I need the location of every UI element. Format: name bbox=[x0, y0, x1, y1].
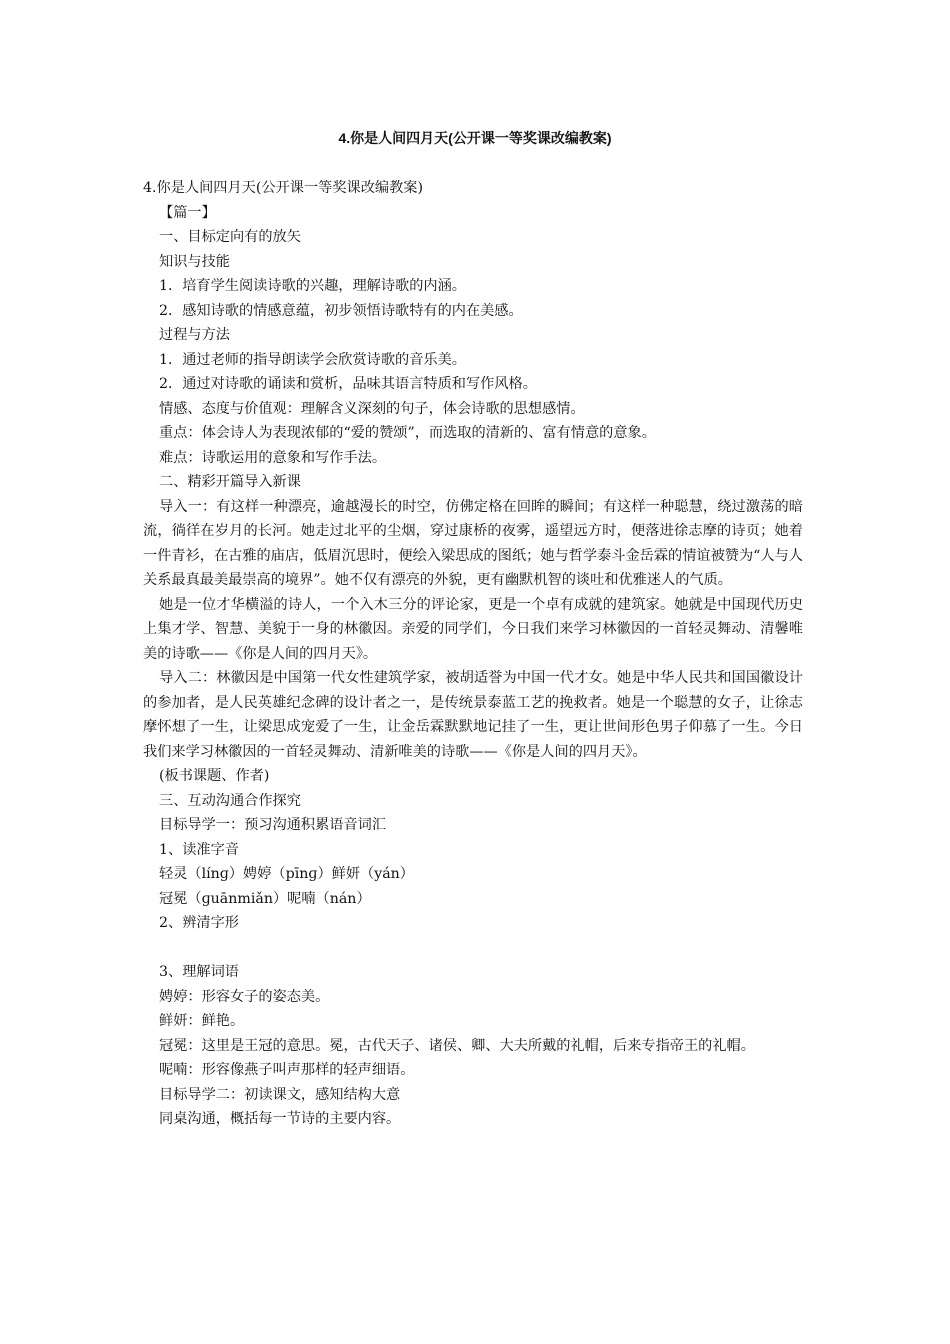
paragraph: 1．通过老师的指导朗读学会欣赏诗歌的音乐美。 bbox=[159, 351, 466, 368]
paragraph: 目标导学二：初读课文，感知结构大意 bbox=[159, 1086, 401, 1103]
paragraph: 1、读准字音 bbox=[159, 841, 239, 858]
paragraph: 4.你是人间四月天(公开课一等奖课改编教案) bbox=[143, 180, 423, 196]
paragraph: 情感、态度与价值观：理解含义深刻的句子，体会诗歌的思想感情。 bbox=[159, 400, 585, 417]
paragraph: 轻灵（línɡ）娉婷（pīnɡ）鲜妍（yán） bbox=[159, 866, 414, 882]
paragraph: 冠冕（ɡuānmiǎn）呢喃（nán） bbox=[159, 890, 371, 907]
paragraph: 【篇一】 bbox=[159, 204, 216, 221]
paragraph: 她是一位才华横溢的诗人，一个入木三分的评论家，更是一个卓有成就的建筑家。她就是中国现代历史上集才学、智慧、美貌于一身的林徽因。亲爱的同学们，今日我们来学习林徽因的一首轻灵舞动、清馨唯美的诗歌——《你是人间的四月天》。 bbox=[143, 596, 803, 662]
paragraph bbox=[143, 936, 803, 961]
paragraph: 导入一：有这样一种漂亮，逾越漫长的时空，仿佛定格在回眸的瞬间；有这样一种聪慧，绕过激荡的暗流，徜徉在岁月的长河。她走过北平的尘烟，穿过康桥的夜雾，遥望远方时，便落进徐志摩的诗页；她着一件青衫，在古雅的庙店，低眉沉思时，便绘入梁思成的图纸；她与哲学泰斗金岳霖的情谊被赞为“人与人关系最真最美最崇高的境界”。她不仅有漂亮的外貌，更有幽默机智的谈吐和优雅迷人的气质。 bbox=[143, 498, 803, 588]
paragraph: 重点：体会诗人为表现浓郁的“爱的赞颂”，而选取的清新的、富有情意的意象。 bbox=[159, 425, 656, 441]
paragraph: 娉婷：形容女子的姿态美。 bbox=[159, 988, 330, 1005]
paragraph: 冠冕：这里是王冠的意思。冕，古代天子、诸侯、卿、大夫所戴的礼帽，后来专指帝王的礼帽。 bbox=[159, 1037, 755, 1054]
document-body bbox=[143, 176, 803, 1132]
paragraph: 三、互动沟通合作探究 bbox=[159, 792, 301, 809]
paragraph: 二、精彩开篇导入新课 bbox=[159, 474, 301, 490]
paragraph: 2．通过对诗歌的诵读和赏析，品味其语言特质和写作风格。 bbox=[159, 376, 537, 392]
paragraph: 目标导学一：预习沟通积累语音词汇 bbox=[159, 817, 387, 833]
paragraph: 同桌沟通，概括每一节诗的主要内容。 bbox=[159, 1111, 401, 1127]
paragraph: 过程与方法 bbox=[159, 327, 230, 343]
paragraph: 一、目标定向有的放矢 bbox=[159, 229, 301, 245]
paragraph: 1．培育学生阅读诗歌的兴趣，理解诗歌的内涵。 bbox=[159, 278, 466, 294]
paragraph: 导入二：林徽因是中国第一代女性建筑学家，被胡适誉为中国一代才女。她是中华人民共和国国徽设计的参加者，是人民英雄纪念碑的设计者之一，是传统景泰蓝工艺的挽救者。她是一个聪慧的女子，让徐志摩怀想了一生，让梁思成宠爱了一生，让金岳霖默默地记挂了一生，更让世间形色男子仰慕了一生。今日我们来学习林徽因的一首轻灵舞动、清新唯美的诗歌——《你是人间的四月天》。 bbox=[143, 670, 803, 760]
paragraph: 鲜妍：鲜艳。 bbox=[159, 1013, 245, 1029]
page-title: 4.你是人间四月天(公开课一等奖课改编教案) bbox=[338, 130, 612, 146]
paragraph: 3、理解词语 bbox=[159, 964, 239, 980]
paragraph: 2．感知诗歌的情感意蕴，初步领悟诗歌特有的内在美感。 bbox=[159, 302, 523, 319]
paragraph: 难点：诗歌运用的意象和写作手法。 bbox=[159, 449, 387, 466]
paragraph: 呢喃：形容像燕子叫声那样的轻声细语。 bbox=[159, 1062, 415, 1078]
paragraph: 知识与技能 bbox=[159, 253, 230, 270]
paragraph: (板书课题、作者) bbox=[159, 768, 270, 784]
paragraph: 2、辨清字形 bbox=[159, 915, 239, 931]
